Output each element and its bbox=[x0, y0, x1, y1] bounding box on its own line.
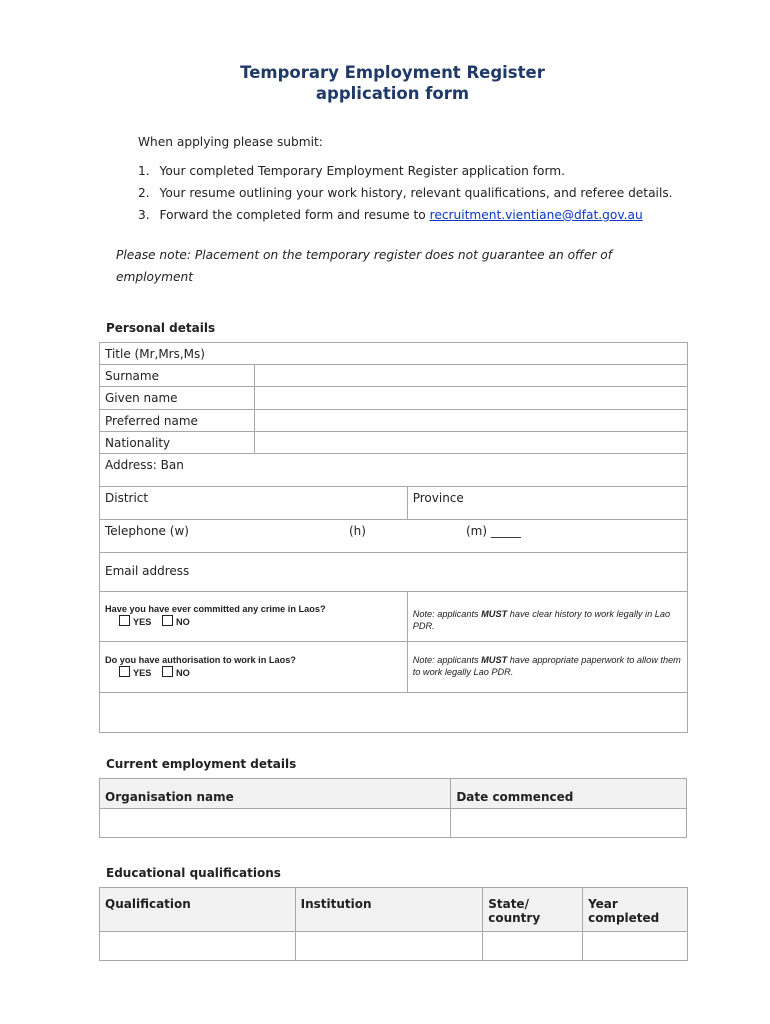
list-text: Your resume outlining your work history, relevant qualifications, and referee details. bbox=[159, 186, 673, 200]
education-heading: Educational qualifications bbox=[106, 866, 281, 880]
crime-question: Have you have ever committed any crime in Laos? bbox=[105, 604, 326, 614]
province-label: Province bbox=[412, 491, 464, 505]
education-table bbox=[99, 887, 688, 961]
nationality-label: Nationality bbox=[100, 432, 255, 454]
additional-info-input[interactable] bbox=[100, 693, 688, 733]
telephone-m-label: (m) _____ bbox=[466, 524, 521, 538]
form-title-line1: Temporary Employment Register bbox=[240, 63, 545, 82]
qualification-input[interactable] bbox=[100, 932, 296, 961]
auth-note-cell bbox=[407, 642, 687, 693]
institution-input[interactable] bbox=[295, 932, 483, 961]
district-field[interactable] bbox=[100, 487, 408, 520]
crime-yes-label: YES bbox=[133, 617, 152, 627]
list-text: Your completed Temporary Employment Register application form. bbox=[159, 164, 566, 178]
auth-no-label: NO bbox=[175, 668, 190, 678]
state-country-input[interactable] bbox=[483, 932, 583, 961]
title-label: Title (Mr,Mrs,Ms) bbox=[105, 347, 205, 361]
employment-table bbox=[99, 778, 687, 838]
placement-note-line1: Please note: Placement on the temporary register does not guarantee an offer of bbox=[116, 248, 612, 262]
crime-note-cell bbox=[407, 592, 687, 642]
personal-details-table bbox=[99, 342, 688, 733]
year-completed-header: Year completed bbox=[583, 888, 688, 932]
org-name-input[interactable] bbox=[100, 809, 451, 838]
preferred-name-label: Preferred name bbox=[100, 410, 255, 432]
email-field[interactable] bbox=[100, 553, 688, 592]
title-field[interactable] bbox=[100, 343, 688, 365]
auth-question-cell bbox=[100, 642, 408, 693]
preferred-name-input[interactable] bbox=[254, 410, 687, 432]
personal-details-heading: Personal details bbox=[106, 321, 216, 335]
crime-no-label: NO bbox=[175, 617, 190, 627]
auth-yes-label: YES bbox=[133, 668, 152, 678]
crime-question-cell bbox=[100, 592, 408, 642]
given-name-input[interactable] bbox=[254, 387, 687, 410]
date-commenced-input[interactable] bbox=[451, 809, 687, 838]
intro-lead: When applying please submit: bbox=[138, 135, 323, 149]
address-field[interactable] bbox=[100, 454, 688, 487]
crime-note: Note: applicants MUST have clear history to work legally in Lao PDR. bbox=[412, 609, 671, 631]
employment-heading: Current employment details bbox=[106, 757, 297, 771]
given-name-label: Given name bbox=[100, 387, 255, 410]
placement-note-line2: employment bbox=[116, 270, 194, 284]
email-label: Email address bbox=[105, 564, 190, 578]
org-name-header: Organisation name bbox=[100, 779, 451, 809]
surname-label: Surname bbox=[100, 365, 255, 387]
telephone-field[interactable] bbox=[100, 520, 688, 553]
surname-input[interactable] bbox=[254, 365, 687, 387]
auth-yes-checkbox[interactable] bbox=[119, 666, 130, 677]
list-item bbox=[138, 208, 643, 222]
crime-yes-checkbox[interactable] bbox=[119, 615, 130, 626]
list-item bbox=[138, 186, 673, 200]
year-completed-input[interactable] bbox=[583, 932, 688, 961]
list-item bbox=[138, 164, 565, 178]
nationality-input[interactable] bbox=[254, 432, 687, 454]
form-title-line2: application form bbox=[315, 84, 470, 103]
list-number: 2. bbox=[138, 186, 150, 200]
date-commenced-header: Date commenced bbox=[451, 779, 687, 809]
province-field[interactable] bbox=[407, 487, 687, 520]
crime-no-checkbox[interactable] bbox=[162, 615, 173, 626]
auth-no-checkbox[interactable] bbox=[162, 666, 173, 677]
recruitment-email-link[interactable]: recruitment.vientiane@dfat.gov.au bbox=[429, 208, 643, 222]
list-number: 1. bbox=[138, 164, 150, 178]
institution-header: Institution bbox=[295, 888, 483, 932]
list-text: Forward the completed form and resume to bbox=[159, 208, 430, 222]
qualification-header: Qualification bbox=[100, 888, 296, 932]
auth-question: Do you have authorisation to work in Laos? bbox=[105, 655, 296, 665]
address-label: Address: Ban bbox=[105, 458, 184, 472]
auth-note: Note: applicants MUST have appropriate paperwork to allow them to work legally Lao PDR. bbox=[412, 655, 681, 677]
district-label: District bbox=[105, 491, 149, 505]
list-number: 3. bbox=[138, 208, 150, 222]
telephone-h-label: (h) bbox=[349, 524, 366, 538]
telephone-w-label: Telephone (w) bbox=[105, 524, 189, 538]
state-country-header: State/ country bbox=[483, 888, 583, 932]
